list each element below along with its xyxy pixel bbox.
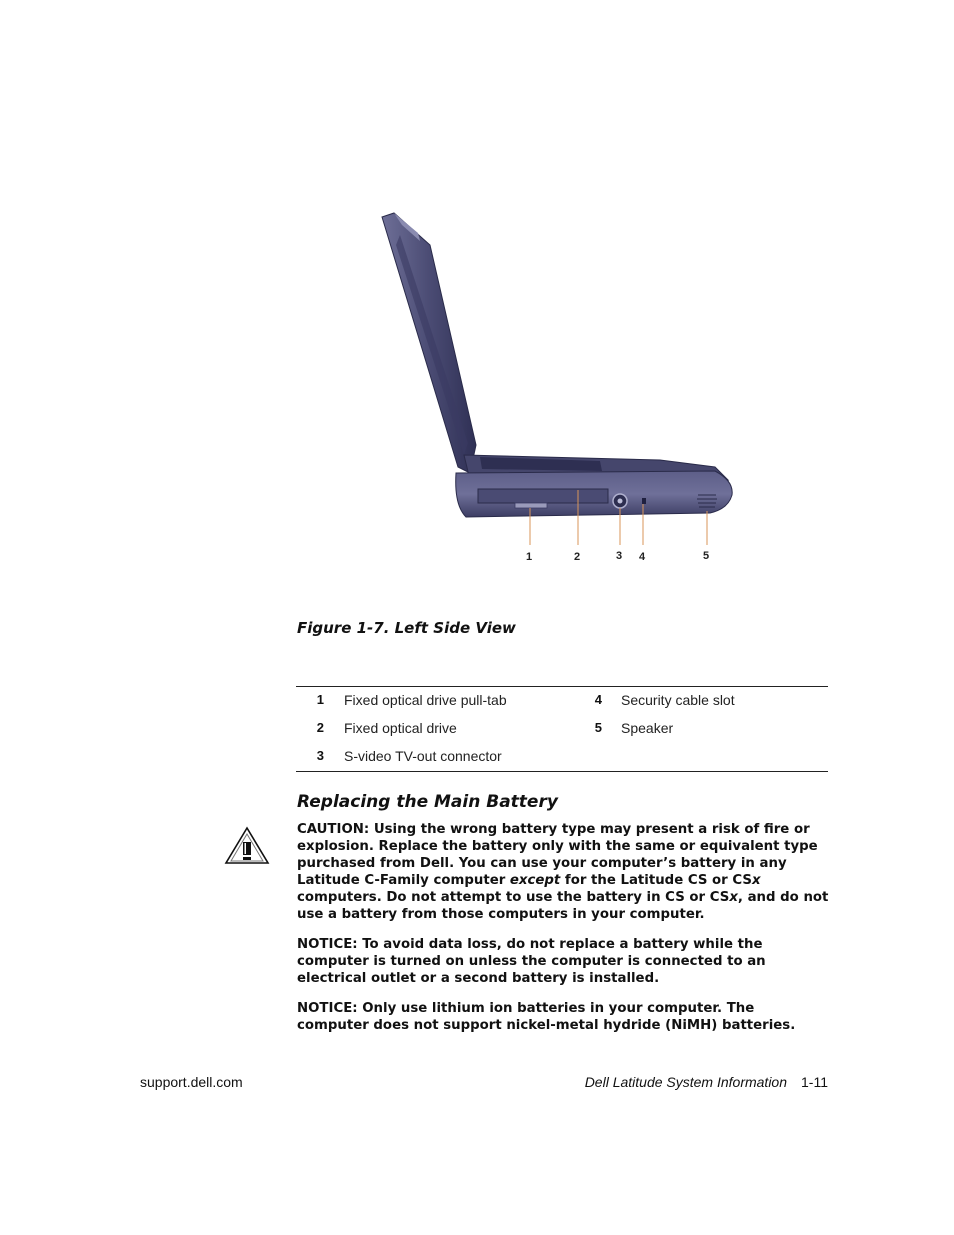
legend-number: 5 [594,720,602,735]
laptop-left-side-figure [360,205,750,580]
callout-2: 2 [574,551,581,563]
figure-caption: Figure 1-7. Left Side View [297,619,516,637]
legend-number: 2 [316,720,324,735]
caution-paragraph: CAUTION: Using the wrong battery type may present a risk of fire or explosion. Replace the battery only with the same or equivalent type purchased from Dell. You can use your computer’s battery in any Latitude C-Family computer except for the Latitude CS or CSx computers. Do not attempt to use the battery in CS or CSx, and do not use a battery from those computers in your computer. [297,822,829,922]
legend-label: Fixed optical drive pull-tab [344,692,507,708]
legend-label: Security cable slot [621,692,735,708]
callout-1: 1 [526,551,533,563]
callout-3: 3 [616,550,623,562]
callout-5: 5 [703,550,710,562]
notice-paragraph-lithium: NOTICE: Only use lithium ion batteries in your computer. The computer does not support nickel-metal hydride (NiMH) batteries. [297,1001,796,1033]
footer-url: support.dell.com [140,1074,243,1090]
legend-number: 4 [594,692,602,707]
page-number: 1-11 [801,1074,828,1090]
callout-4: 4 [639,551,646,563]
legend-label: S-video TV-out connector [344,748,502,764]
warning-triangle-icon [224,826,270,870]
footer-title [585,1074,828,1090]
legend-label: Speaker [621,720,674,736]
section-heading: Replacing the Main Battery [297,792,558,812]
legend-number: 1 [316,692,324,707]
footer-doc-title: Dell Latitude System Information [584,1074,788,1090]
legend-number: 3 [316,748,324,763]
legend-label: Fixed optical drive [344,720,457,736]
laptop-illustration [360,205,750,580]
figure-legend-table [296,686,828,772]
notice-paragraph-data-loss: NOTICE: To avoid data loss, do not replace a battery while the computer is turned on unless the computer is connected to an electrical outlet or a second battery is installed. [297,937,766,986]
